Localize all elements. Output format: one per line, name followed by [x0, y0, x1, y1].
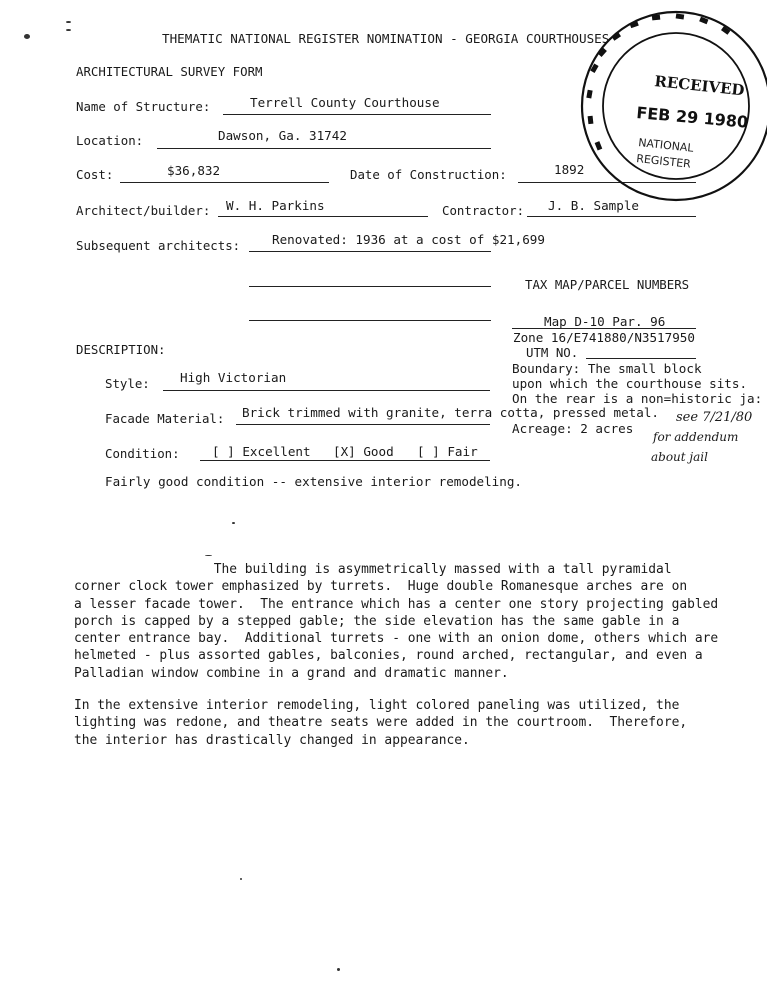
utm-underline — [586, 358, 696, 359]
style-value: High Victorian — [180, 370, 287, 385]
stamp-register-text: REGISTER — [635, 152, 692, 171]
paragraph-line: Palladian window combine in a grand and dramatic manner. — [74, 665, 509, 681]
location-underline — [157, 148, 491, 149]
scan-mark — [232, 522, 235, 524]
condition-good: [X] Good — [333, 444, 394, 459]
date-label: Date of Construction: — [350, 167, 507, 182]
paragraph-line: helmeted - plus assorted gables, balconies, round arched, rectangular, and even a — [74, 648, 703, 664]
paragraph-line: center entrance bay. Additional turrets - one with an onion dome, others which are — [74, 631, 719, 647]
architect-label: Architect/builder: — [76, 203, 211, 218]
stamp-national-text: NATIONAL — [637, 136, 695, 155]
paragraph-line: The building is asymmetrically massed with a tall pyramidal — [74, 562, 672, 577]
tax-map-heading: TAX MAP/PARCEL NUMBERS — [525, 277, 690, 292]
architect-value: W. H. Parkins — [226, 198, 325, 213]
paragraph-line: corner clock tower emphasized by turrets. Huge double Romanesque arches are on — [74, 579, 688, 595]
cost-label: Cost: — [76, 167, 114, 182]
location-label: Location: — [76, 133, 144, 148]
subsequent-underline — [249, 251, 491, 252]
paragraph-line: porch is capped by a stepped gable; the side elevation has the same gable in a — [74, 613, 680, 629]
form-title: ARCHITECTURAL SURVEY FORM — [76, 64, 263, 79]
description-paragraph-2 — [74, 697, 687, 749]
subsequent-label: Subsequent architects: — [76, 238, 241, 253]
location-value: Dawson, Ga. 31742 — [218, 128, 347, 143]
facade-underline — [236, 424, 490, 425]
handwritten-note-line-2: for addendum — [653, 430, 739, 444]
map-underline — [512, 328, 696, 329]
utm-label: UTM NO. — [526, 345, 579, 360]
facade-label: Facade Material: — [105, 411, 225, 426]
condition-excellent: [ ] Excellent — [212, 444, 311, 459]
scan-mark — [337, 968, 340, 971]
cost-value: $36,832 — [167, 163, 221, 178]
paragraph-line: In the extensive interior remodeling, light colored paneling was utilized, the — [74, 698, 680, 713]
stamp-date-text: FEB 29 1980 — [635, 103, 749, 132]
scan-mark — [240, 878, 242, 880]
subsequent-underline-2 — [249, 286, 491, 287]
condition-underline — [200, 460, 490, 461]
received-stamp — [576, 6, 767, 206]
scan-mark — [66, 29, 71, 31]
cost-underline — [120, 182, 329, 183]
boundary-line-3: On the rear is a non=historic ja: — [512, 391, 763, 406]
condition-fair: [ ] Fair — [417, 444, 478, 459]
condition-label: Condition: — [105, 446, 180, 461]
acreage-value: Acreage: 2 acres — [512, 421, 634, 436]
scan-mark — [205, 555, 212, 556]
contractor-value: J. B. Sample — [548, 198, 639, 213]
map-parcel-value: Map D-10 Par. 96 — [544, 314, 666, 329]
description-heading: DESCRIPTION: — [76, 342, 166, 357]
contractor-label: Contractor: — [442, 203, 525, 218]
paragraph-line: a lesser facade tower. The entrance which has a center one story projecting gabled — [74, 596, 719, 612]
date-value: 1892 — [554, 162, 585, 177]
name-underline — [223, 114, 491, 115]
contractor-underline — [527, 216, 696, 217]
handwritten-note-line-1: see 7/21/80 — [676, 410, 753, 425]
style-underline — [163, 390, 490, 391]
paragraph-line: lighting was redone, and theatre seats were added in the courtroom. Therefore, — [74, 715, 688, 731]
name-value: Terrell County Courthouse — [250, 95, 440, 110]
name-label: Name of Structure: — [76, 99, 211, 114]
facade-value: Brick trimmed with granite, terra cotta, pressed metal. — [242, 405, 660, 420]
handwritten-note-line-3: about jail — [651, 450, 708, 464]
subsequent-underline-3 — [249, 320, 491, 321]
stamp-received-text: RECEIVED — [653, 72, 746, 100]
description-paragraph-1 — [74, 561, 718, 682]
boundary-line-2: upon which the courthouse sits. — [512, 376, 748, 391]
architect-underline — [218, 216, 428, 217]
boundary-line-1: Boundary: The small block — [512, 361, 702, 376]
paragraph-line: the interior has drastically changed in appearance. — [74, 732, 470, 748]
document-title: THEMATIC NATIONAL REGISTER NOMINATION - GEORGIA COURTHOUSES — [162, 31, 610, 46]
scan-mark — [66, 21, 71, 23]
condition-note: Fairly good condition -- extensive interior remodeling. — [105, 474, 523, 489]
zone-value: Zone 16/E741880/N3517950 — [513, 330, 695, 345]
style-label: Style: — [105, 376, 150, 391]
scan-mark — [24, 34, 30, 39]
subsequent-value: Renovated: 1936 at a cost of $21,699 — [272, 232, 545, 247]
